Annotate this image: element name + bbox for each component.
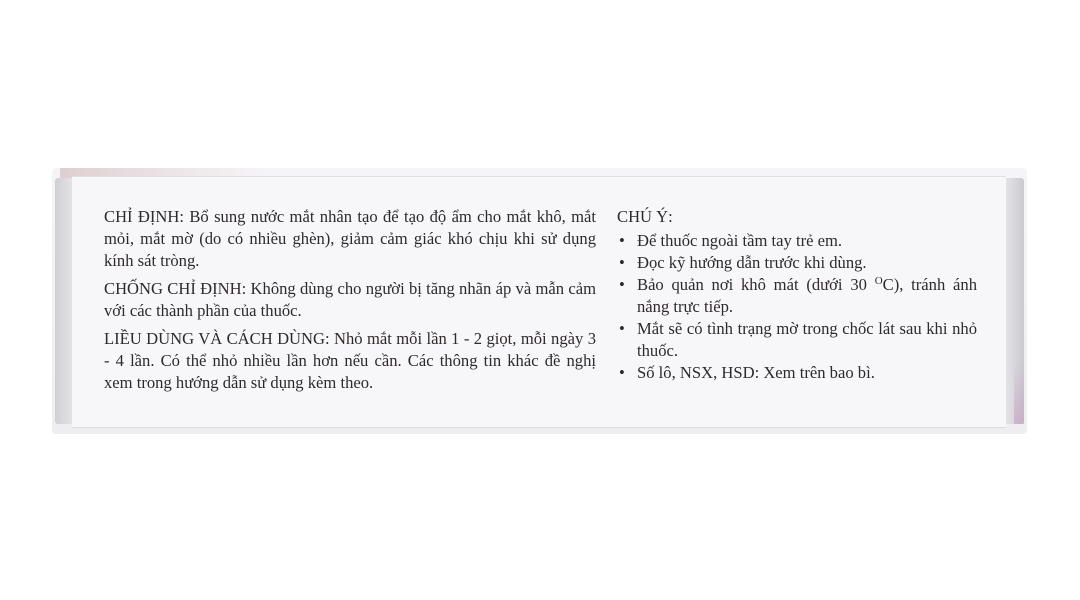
degree-superscript: O (874, 275, 883, 287)
package-right-edge (1004, 178, 1024, 424)
note-item (617, 362, 977, 384)
storage-text-after: C), tránh ánh nắng trực tiếp. (637, 275, 977, 316)
note-item (617, 230, 977, 252)
notes-heading: CHÚ Ý: (617, 207, 673, 226)
notes-list (617, 230, 977, 384)
contraindications-text: CHỐNG CHỈ ĐỊNH: Không dùng cho người bị tăng nhãn áp và mẫn cảm với các thành phần của thuốc. (104, 279, 596, 320)
package-edge-tint (1014, 364, 1024, 424)
storage-text-before: Bảo quản nơi khô mát (dưới 30 (637, 275, 875, 294)
note-item-text: Để thuốc ngoài tầm tay trẻ em. (637, 231, 843, 250)
note-item-storage (617, 274, 977, 318)
note-item-text: Đọc kỹ hướng dẫn trước khi dùng. (637, 253, 867, 272)
note-item-text: Mắt sẽ có tình trạng mờ trong chốc lát sau khi nhỏ thuốc. (637, 319, 977, 360)
package-left-edge (55, 178, 73, 424)
right-text-column (617, 206, 977, 384)
bullet-icon: • (619, 363, 625, 382)
bullet-icon: • (619, 275, 625, 294)
bullet-icon: • (619, 253, 625, 272)
bullet-icon: • (619, 231, 625, 250)
note-item-text: Số lô, NSX, HSD: Xem trên bao bì. (637, 363, 875, 382)
indications-text: CHỈ ĐỊNH: Bổ sung nước mắt nhân tạo để tạo độ ẩm cho mắt khô, mắt mỏi, mắt mờ (do có nhiều ghèn), giảm cảm giác khó chịu khi sử dụng kính sát tròng. (104, 207, 596, 270)
note-item (617, 252, 977, 274)
bullet-icon: • (619, 319, 625, 338)
note-item (617, 318, 977, 362)
dosage-text: LIỀU DÙNG VÀ CÁCH DÙNG: Nhỏ mắt mỗi lần 1 - 2 giọt, mỗi ngày 3 - 4 lần. Có thể nhỏ nhiều lần hơn nếu cần. Các thông tin khác đề nghị xem trong hướng dẫn sử dụng kèm theo. (104, 329, 596, 392)
left-text-column (104, 206, 596, 400)
